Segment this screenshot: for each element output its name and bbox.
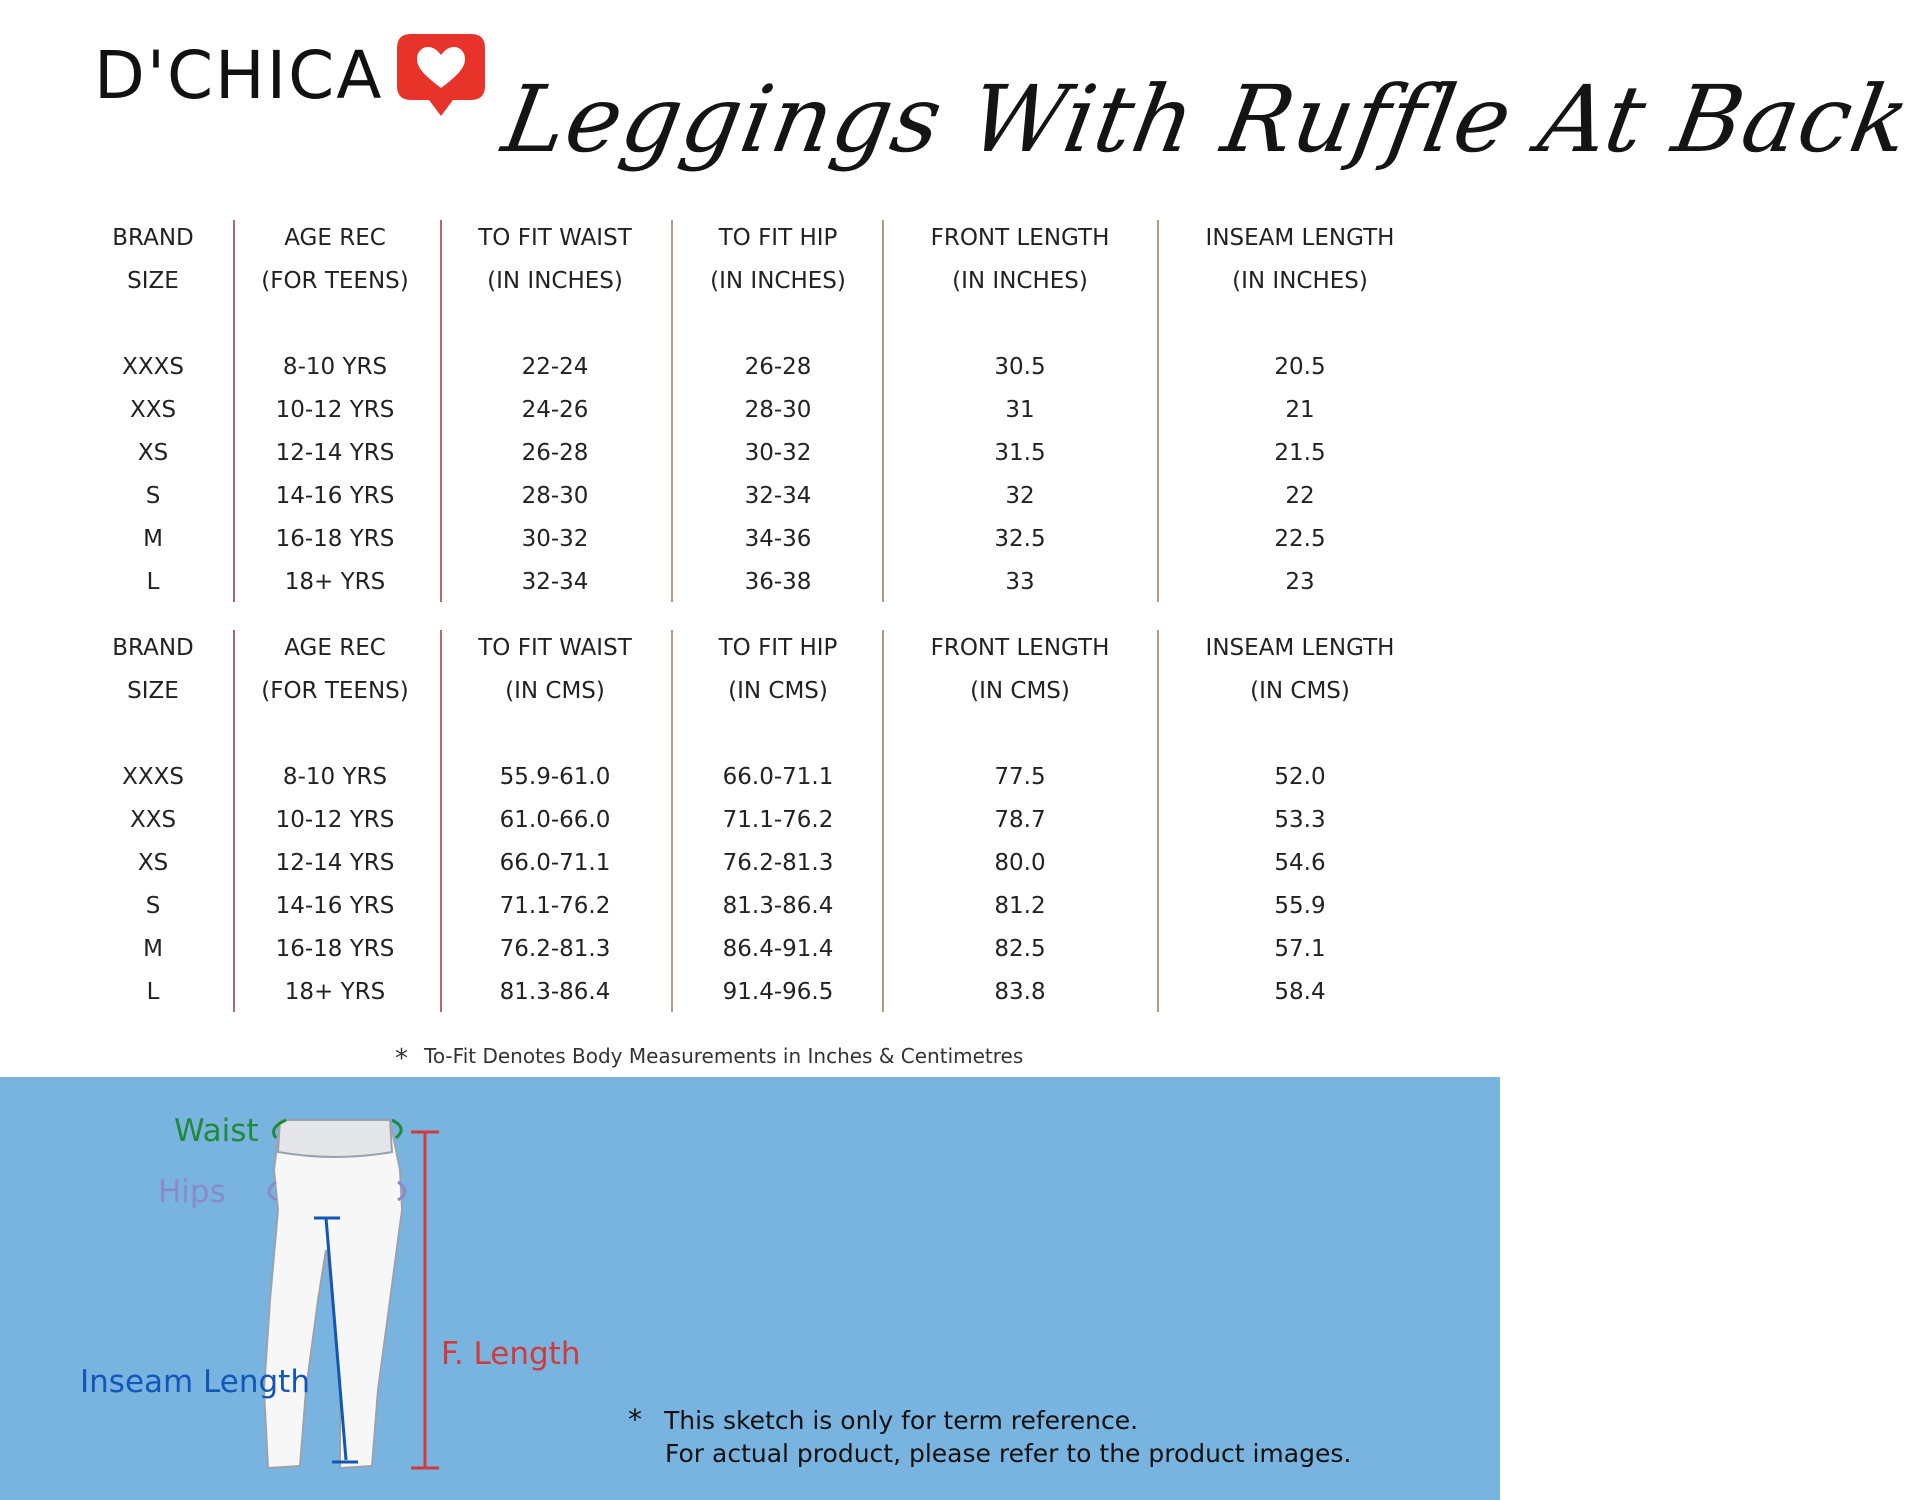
column-divider xyxy=(233,630,235,1012)
table-cell: 36-38 xyxy=(744,569,812,595)
column-header-line2: (FOR TEENS) xyxy=(261,678,409,704)
table-cell: 20.5 xyxy=(1274,354,1326,380)
table-cell: M xyxy=(143,526,163,552)
table-cell: 91.4-96.5 xyxy=(722,979,834,1005)
table-cell: 18+ YRS xyxy=(284,569,386,595)
table-cell: 28-30 xyxy=(744,397,812,423)
table-cell: 71.1-76.2 xyxy=(722,807,834,833)
column-header-line1: TO FIT HIP xyxy=(718,635,838,661)
asterisk-icon: * xyxy=(628,1403,642,1436)
table-cell: 28-30 xyxy=(521,483,589,509)
table-cell: 10-12 YRS xyxy=(275,397,395,423)
table-cell: 53.3 xyxy=(1274,807,1326,833)
table-cell: L xyxy=(146,979,160,1005)
table-cell: 30-32 xyxy=(521,526,589,552)
table-cell: XS xyxy=(137,440,169,466)
table-cell: 31.5 xyxy=(994,440,1046,466)
table-cell: 83.8 xyxy=(994,979,1046,1005)
footnote-text: To-Fit Denotes Body Measurements in Inches & Centimetres xyxy=(424,1044,1024,1068)
column-divider xyxy=(671,220,673,602)
table-cell: 26-28 xyxy=(521,440,589,466)
table-cell: 61.0-66.0 xyxy=(499,807,611,833)
column-divider xyxy=(440,630,442,1012)
table-cell: 80.0 xyxy=(994,850,1046,876)
table-cell: 14-16 YRS xyxy=(275,483,395,509)
sketch-note-line2: For actual product, please refer to the product images. xyxy=(665,1439,1352,1468)
table-cell: 12-14 YRS xyxy=(275,850,395,876)
table-cell: 52.0 xyxy=(1274,764,1326,790)
column-header-line1: AGE REC xyxy=(284,225,386,251)
table-cell: 32 xyxy=(1005,483,1035,509)
table-cell: 76.2-81.3 xyxy=(722,850,834,876)
table-cell: 16-18 YRS xyxy=(275,526,395,552)
table-cell: XS xyxy=(137,850,169,876)
column-header-line2: (IN CMS) xyxy=(970,678,1070,704)
column-header-line2: (IN CMS) xyxy=(1250,678,1350,704)
brand-logo xyxy=(94,37,487,122)
column-divider xyxy=(882,630,884,1012)
table-cell: 82.5 xyxy=(994,936,1046,962)
table-cell: 21.5 xyxy=(1274,440,1326,466)
column-divider xyxy=(882,220,884,602)
table-cell: 22 xyxy=(1285,483,1315,509)
column-header-line1: BRAND xyxy=(112,225,194,251)
column-divider xyxy=(671,630,673,1012)
table-cell: XXXS xyxy=(122,354,184,380)
front-length-marker xyxy=(405,1128,445,1473)
table-cell: XXS xyxy=(129,807,177,833)
sketch-note-line1: This sketch is only for term reference. xyxy=(664,1406,1139,1435)
column-divider xyxy=(1157,630,1159,1012)
column-header-line1: FRONT LENGTH xyxy=(930,635,1110,661)
table-cell: 81.3-86.4 xyxy=(722,893,834,919)
table-cell: 55.9 xyxy=(1274,893,1326,919)
table-cell: XXS xyxy=(129,397,177,423)
table-cell: 18+ YRS xyxy=(284,979,386,1005)
column-header-line1: INSEAM LENGTH xyxy=(1205,225,1395,251)
table-cell: 33 xyxy=(1005,569,1035,595)
column-divider xyxy=(1157,220,1159,602)
table-cell: 22-24 xyxy=(521,354,589,380)
column-header-line2: (IN INCHES) xyxy=(1232,268,1368,294)
table-cell: 55.9-61.0 xyxy=(499,764,611,790)
column-header-line1: BRAND xyxy=(112,635,194,661)
table-cell: 34-36 xyxy=(744,526,812,552)
column-header-line2: (IN INCHES) xyxy=(487,268,623,294)
table-cell: 76.2-81.3 xyxy=(499,936,611,962)
column-header-line2: (IN INCHES) xyxy=(710,268,846,294)
column-header-line2: (IN CMS) xyxy=(505,678,605,704)
table-cell: 23 xyxy=(1285,569,1315,595)
table-cell: 12-14 YRS xyxy=(275,440,395,466)
asterisk-icon: * xyxy=(395,1044,408,1074)
table-cell: L xyxy=(146,569,160,595)
column-divider xyxy=(440,220,442,602)
table-cell: 30.5 xyxy=(994,354,1046,380)
table-cell: S xyxy=(145,483,161,509)
table-cell: 78.7 xyxy=(994,807,1046,833)
hips-label: Hips xyxy=(158,1174,226,1210)
table-cell: 14-16 YRS xyxy=(275,893,395,919)
table-cell: 32-34 xyxy=(521,569,589,595)
table-cell: 32-34 xyxy=(744,483,812,509)
table-cell: 81.3-86.4 xyxy=(499,979,611,1005)
front-length-label: F. Length xyxy=(441,1336,581,1372)
sketch-note xyxy=(628,1403,1351,1470)
table-cell: 58.4 xyxy=(1274,979,1326,1005)
brand-name: D'CHICA xyxy=(94,37,384,114)
table-cell: 77.5 xyxy=(994,764,1046,790)
table-cell: 8-10 YRS xyxy=(282,354,388,380)
column-header-line2: (FOR TEENS) xyxy=(261,268,409,294)
table-cell: 21 xyxy=(1285,397,1315,423)
waist-label: Waist xyxy=(174,1113,259,1149)
table-cell: 81.2 xyxy=(994,893,1046,919)
column-header-line1: TO FIT WAIST xyxy=(478,225,632,251)
table-cell: 32.5 xyxy=(994,526,1046,552)
table-cell: 66.0-71.1 xyxy=(722,764,834,790)
table-cell: S xyxy=(145,893,161,919)
table-cell: 31 xyxy=(1005,397,1035,423)
table-cell: M xyxy=(143,936,163,962)
column-header-line1: TO FIT HIP xyxy=(718,225,838,251)
column-header-line1: FRONT LENGTH xyxy=(930,225,1110,251)
column-header-line1: AGE REC xyxy=(284,635,386,661)
table-cell: 66.0-71.1 xyxy=(499,850,611,876)
table-cell: 16-18 YRS xyxy=(275,936,395,962)
column-header-line1: INSEAM LENGTH xyxy=(1205,635,1395,661)
inseam-length-label: Inseam Length xyxy=(80,1364,310,1400)
column-header-line1: TO FIT WAIST xyxy=(478,635,632,661)
product-title: Leggings With Ruffle At Back xyxy=(495,66,1919,173)
table-cell: 86.4-91.4 xyxy=(722,936,834,962)
table-cell: 24-26 xyxy=(521,397,589,423)
column-header-line2: SIZE xyxy=(127,268,179,294)
table-cell: XXXS xyxy=(122,764,184,790)
table-cell: 54.6 xyxy=(1274,850,1326,876)
column-divider xyxy=(233,220,235,602)
table-cell: 57.1 xyxy=(1274,936,1326,962)
heart-speech-bubble-icon xyxy=(395,32,487,122)
table-cell: 26-28 xyxy=(744,354,812,380)
table-cell: 30-32 xyxy=(744,440,812,466)
to-fit-footnote xyxy=(395,1044,1023,1074)
table-cell: 22.5 xyxy=(1274,526,1326,552)
column-header-line2: SIZE xyxy=(127,678,179,704)
column-header-line2: (IN INCHES) xyxy=(952,268,1088,294)
column-header-line2: (IN CMS) xyxy=(728,678,828,704)
table-cell: 71.1-76.2 xyxy=(499,893,611,919)
table-cell: 10-12 YRS xyxy=(275,807,395,833)
table-cell: 8-10 YRS xyxy=(282,764,388,790)
